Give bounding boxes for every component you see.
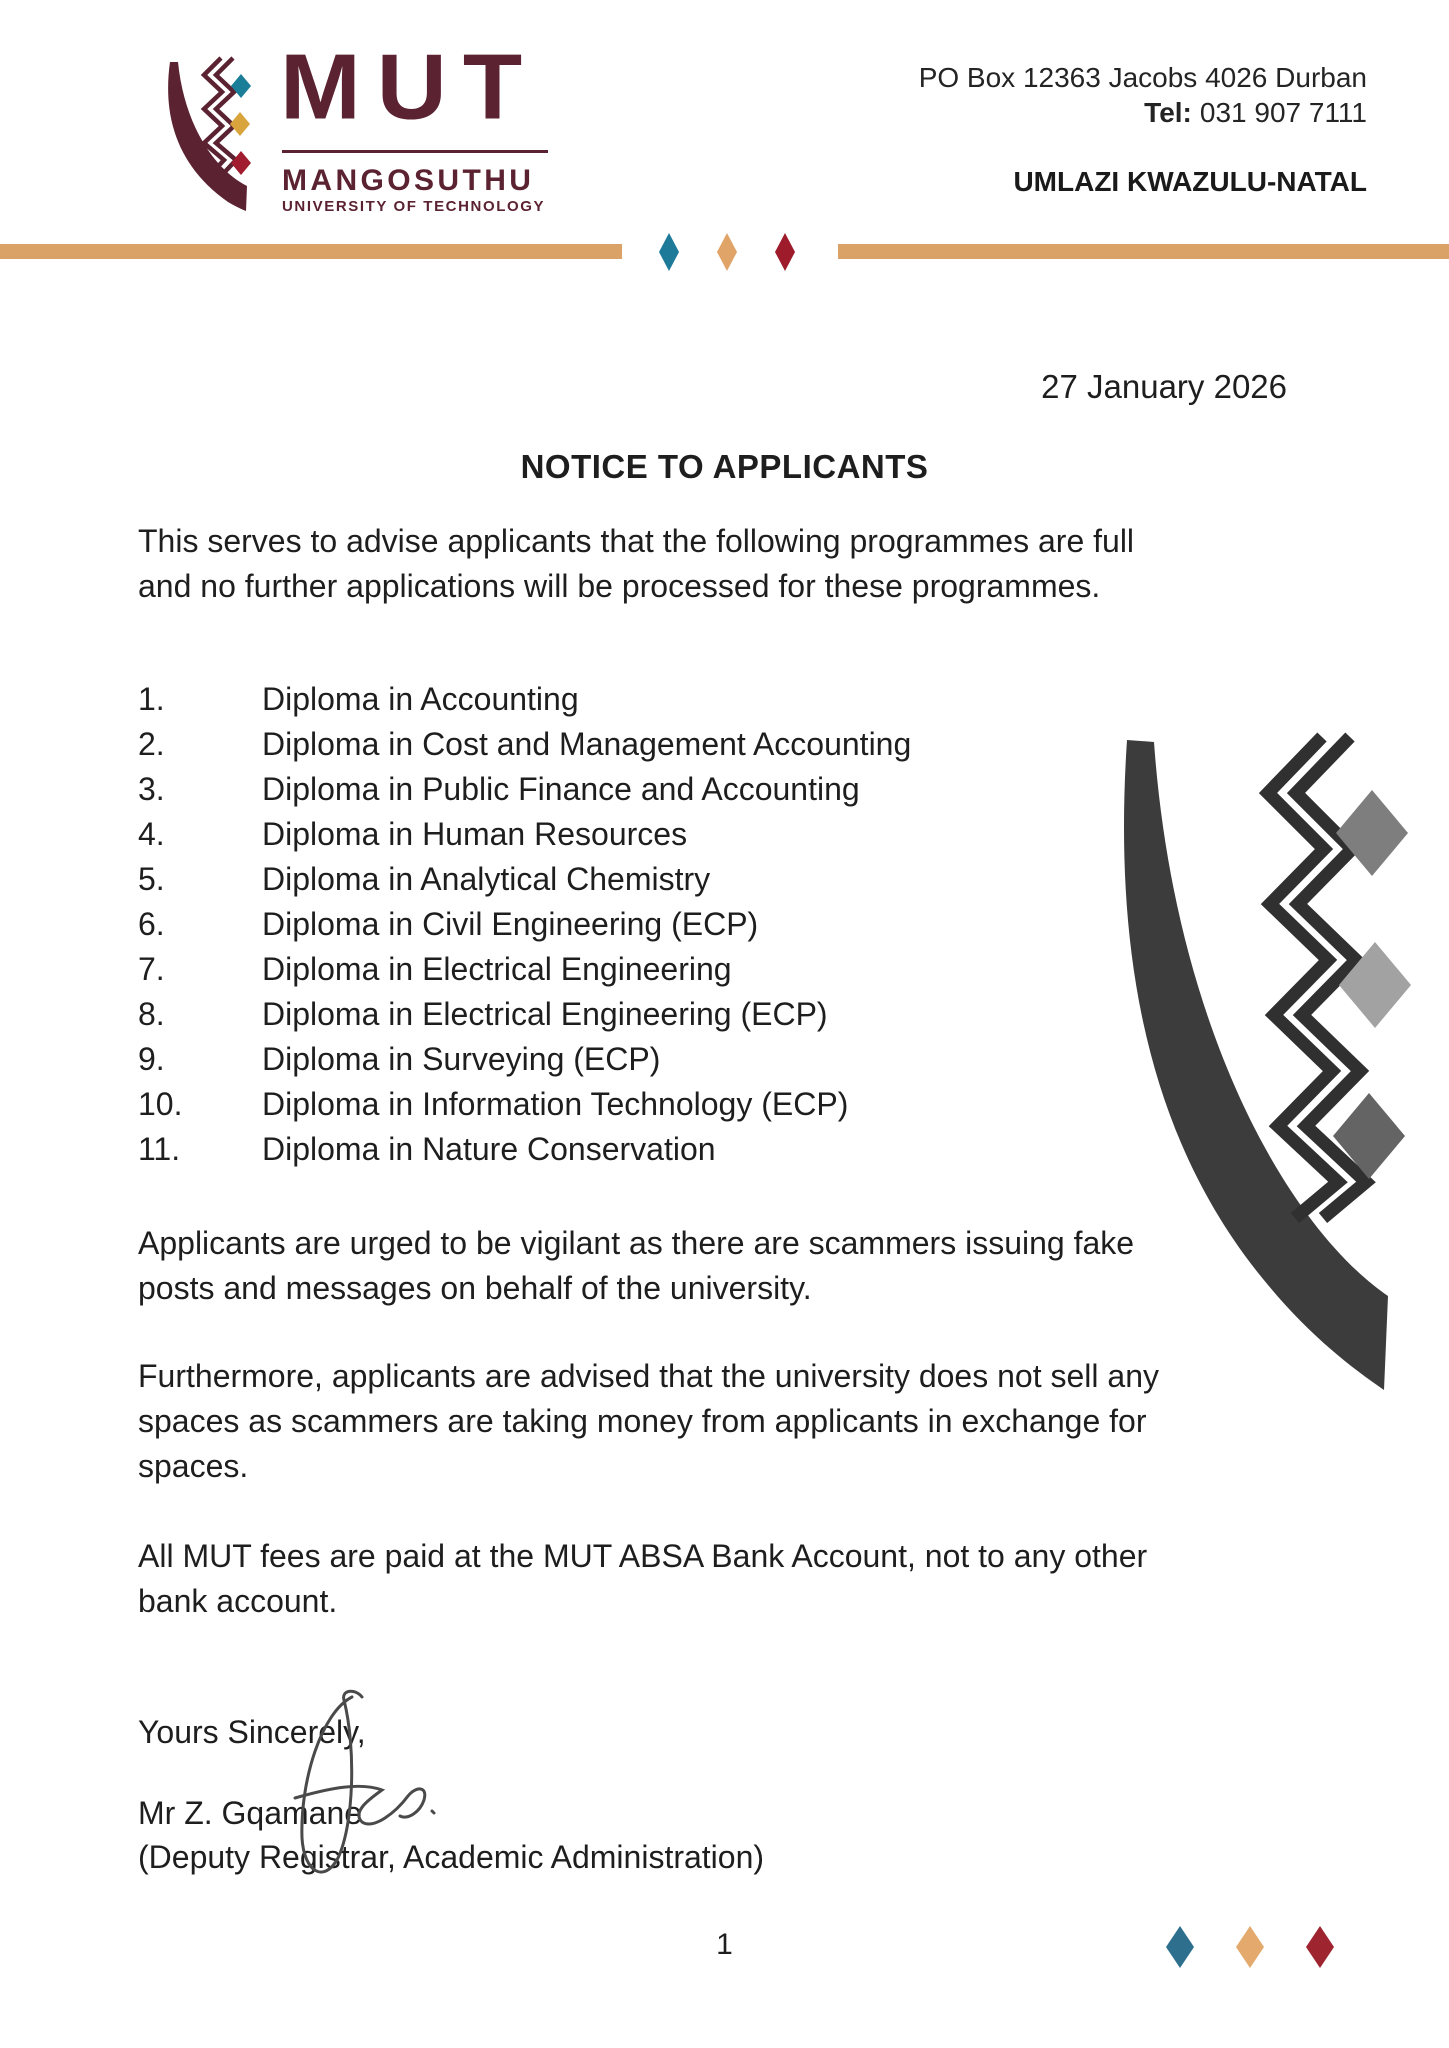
mut-logo-mark: [148, 38, 272, 222]
signature-stroke: [295, 1786, 425, 1824]
programme-item: [138, 1131, 911, 1176]
header-location: UMLAZI KWAZULU-NATAL: [1013, 166, 1367, 197]
programme-list: [138, 681, 911, 1176]
paragraph-line: posts and messages on behalf of the university.: [138, 1270, 812, 1306]
paragraph-line: spaces.: [138, 1448, 249, 1484]
programme-item: [138, 816, 911, 861]
signatory-name: Mr Z. Gqamane: [138, 1795, 363, 1831]
divider-bar-left: [0, 244, 622, 259]
scammer-warning-paragraph: [138, 1221, 1134, 1311]
letter-date: 27 January 2026: [1041, 368, 1287, 405]
divider-diamond-red: [775, 233, 795, 271]
logo-acronym: MUT: [280, 34, 539, 139]
divider-diamond-teal: [659, 233, 679, 271]
paragraph-line: Applicants are urged to be vigilant as there are scammers issuing fake: [138, 1225, 1135, 1261]
paragraph-line: Furthermore, applicants are advised that the university does not sell any: [138, 1358, 1159, 1394]
programme-name: Diploma in Civil Engineering (ECP): [262, 906, 759, 942]
intro-paragraph: [138, 519, 1134, 609]
intro-line: and no further applications will be processed for these programmes.: [138, 568, 1101, 604]
programme-item: [138, 726, 911, 771]
programme-number: 11.: [138, 1131, 181, 1167]
bank-account-paragraph: [138, 1534, 1147, 1624]
footer-diamond-teal: [1166, 1926, 1194, 1968]
footer-diamond-tan: [1236, 1926, 1264, 1968]
header-contact-block: [919, 60, 1367, 130]
programme-number: 4.: [138, 816, 165, 852]
programme-item: [138, 906, 911, 951]
tel-label: Tel:: [1144, 97, 1192, 128]
programme-number: 10.: [138, 1086, 183, 1122]
logo-university-subtitle: UNIVERSITY OF TECHNOLOGY: [282, 198, 546, 215]
programme-name: Diploma in Information Technology (ECP): [262, 1086, 849, 1122]
programme-name: Diploma in Analytical Chemistry: [262, 861, 711, 897]
programme-number: 3.: [138, 771, 165, 807]
tel-number: 031 907 7111: [1199, 97, 1367, 128]
letter-title: NOTICE TO APPLICANTS: [520, 448, 929, 485]
programme-number: 7.: [138, 951, 165, 987]
logo-text-block: [280, 34, 580, 215]
programme-item: [138, 951, 911, 996]
programme-item: [138, 1086, 911, 1131]
decorative-motif: [1040, 700, 1449, 1420]
signatory-title: (Deputy Registrar, Academic Administration): [138, 1839, 765, 1875]
paragraph-line: spaces as scammers are taking money from applicants in exchange for: [138, 1403, 1147, 1439]
logo-diamond-red: [231, 151, 251, 175]
programme-item: [138, 1041, 911, 1086]
programme-number: 9.: [138, 1041, 165, 1077]
closing-salutation: Yours Sincerely,: [138, 1714, 366, 1750]
programme-number: 8.: [138, 996, 165, 1032]
signature-loop: [302, 1691, 362, 1872]
programme-number: 5.: [138, 861, 165, 897]
programme-name: Diploma in Surveying (ECP): [262, 1041, 661, 1077]
programme-item: [138, 681, 911, 726]
programme-name: Diploma in Public Finance and Accounting: [262, 771, 860, 807]
programme-number: 1.: [138, 681, 165, 717]
programme-name: Diploma in Electrical Engineering: [262, 951, 732, 987]
no-selling-spaces-paragraph: [138, 1354, 1159, 1489]
paragraph-line: All MUT fees are paid at the MUT ABSA Bank Account, not to any other: [138, 1538, 1148, 1574]
footer-diamonds: [1140, 1918, 1360, 1978]
logo-rule: [282, 150, 548, 153]
intro-line: This serves to advise applicants that the following programmes are full: [138, 523, 1135, 559]
programme-number: 6.: [138, 906, 165, 942]
header-telephone: [919, 95, 1367, 130]
programme-name: Diploma in Accounting: [262, 681, 579, 717]
divider-diamonds: [622, 228, 838, 278]
programme-item: [138, 861, 911, 906]
programme-item: [138, 771, 911, 816]
programme-name: Diploma in Human Resources: [262, 816, 688, 852]
divider-bar-right: [838, 244, 1449, 259]
signature-dot: [432, 1811, 434, 1813]
signature: [255, 1675, 465, 1895]
logo-diamond-gold: [230, 112, 250, 136]
header-address: PO Box 12363 Jacobs 4026 Durban: [918, 62, 1367, 93]
programme-item: [138, 996, 911, 1041]
page-number: 1: [716, 1928, 733, 1961]
paragraph-line: bank account.: [138, 1583, 338, 1619]
programme-name: Diploma in Electrical Engineering (ECP): [262, 996, 828, 1032]
programme-name: Diploma in Cost and Management Accounting: [262, 726, 912, 762]
footer-diamond-red: [1306, 1926, 1334, 1968]
logo-university-name: MANGOSUTHU: [282, 164, 535, 197]
programme-name: Diploma in Nature Conservation: [262, 1131, 716, 1167]
programme-number: 2.: [138, 726, 165, 762]
divider-diamond-tan: [717, 233, 737, 271]
